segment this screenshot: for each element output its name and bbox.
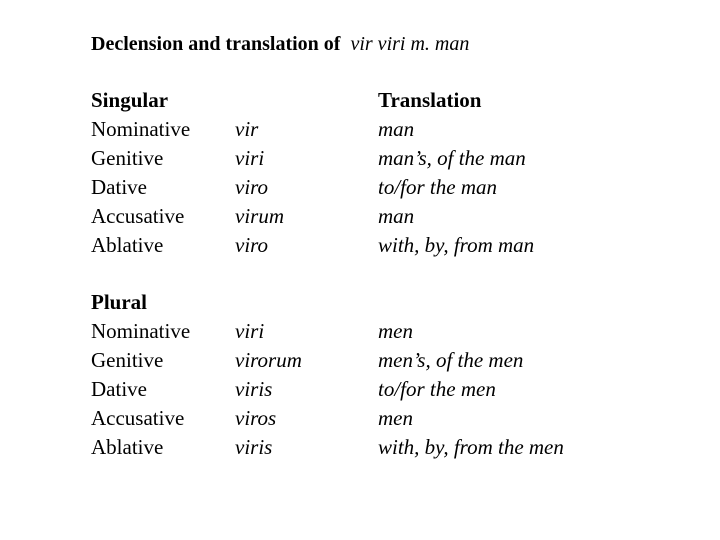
case-label: Dative [91,377,147,401]
case-label: Accusative [91,406,185,430]
translation-text: to/for the man [378,175,497,199]
latin-form: viro [235,175,269,199]
translation-text: to/for the men [378,377,496,401]
translation-text: man’s, of the man [378,146,526,170]
plural-heading: Plural [91,290,147,314]
latin-form: viris [235,435,273,459]
translation-text: men [378,406,413,430]
latin-form: viris [235,377,273,401]
title-prefix: Declension and translation of [91,33,341,55]
latin-form: virorum [235,348,302,372]
latin-form: viri [235,319,265,343]
latin-form: viros [235,406,277,430]
singular-section [0,86,720,266]
latin-form: vir [235,117,259,141]
case-label: Genitive [91,146,164,170]
translation-text: men’s, of the men [378,348,524,372]
translation-text: man [378,117,415,141]
case-label: Accusative [91,204,185,228]
latin-form: viri [235,146,265,170]
latin-form: virum [235,204,284,228]
case-label: Genitive [91,348,164,372]
translation-heading: Translation [378,88,482,112]
translation-text: with, by, from man [378,233,535,257]
page-title [91,32,469,56]
case-label: Nominative [91,319,191,343]
case-label: Dative [91,175,147,199]
translation-text: with, by, from the men [378,435,564,459]
plural-section [0,288,720,468]
translation-text: man [378,204,415,228]
case-label: Ablative [91,233,164,257]
latin-form: viro [235,233,269,257]
case-label: Ablative [91,435,164,459]
title-lemma: vir viri m. man [350,33,470,55]
translation-text: men [378,319,413,343]
case-label: Nominative [91,117,191,141]
singular-heading: Singular [91,88,169,112]
